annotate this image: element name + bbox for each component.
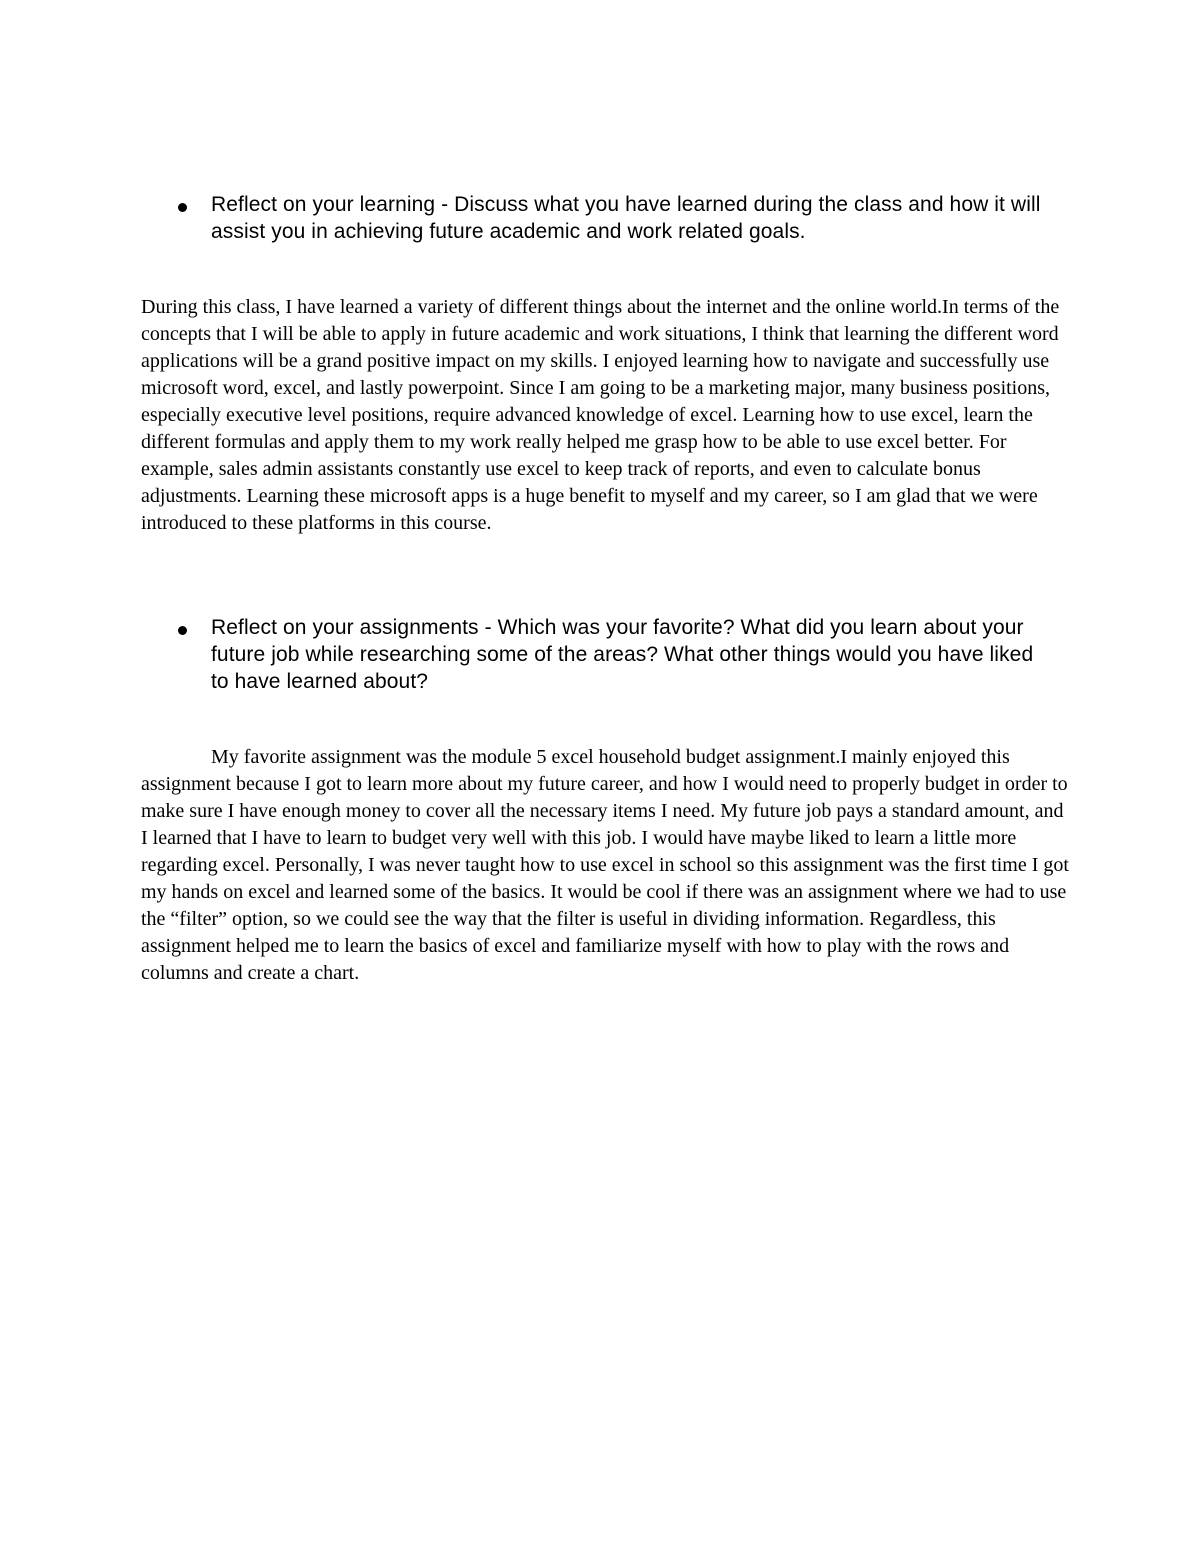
prompt-bullet-item bbox=[176, 614, 1056, 695]
response-paragraph: My favorite assignment was the module 5 excel household budget assignment.I mainly enjoyed this assignment because I got to learn more about my future career, and how I would need to properly budget in order to make sure I have enough money to cover all the necessary items I need. My future job pays a standard amount, and I learned that I have to learn to budget very well with this job. I would have maybe liked to learn a little more regarding excel. Personally, I was never taught how to use excel in school so this assignment was the first time I got my hands on excel and learned some of the basics. It would be cool if there was an assignment where we had to use the “filter” option, so we could see the way that the filter is useful in dividing information. Regardless, this assignment helped me to learn the basics of excel and familiarize myself with how to play with the rows and columns and create a chart. bbox=[141, 746, 1069, 984]
prompt-text: Reflect on your assignments - Which was your favorite? What did you learn about your future job while researching some of the areas? What other things would you have liked to have learned about? bbox=[211, 616, 1034, 693]
prompt-text: Reflect on your learning - Discuss what you have learned during the class and how it will assist you in achieving future academic and work related goals. bbox=[211, 193, 1041, 243]
bullet-icon bbox=[176, 191, 211, 217]
prompt-bullet-item bbox=[176, 191, 1056, 245]
response-paragraph: During this class, I have learned a variety of different things about the internet and the online world.In terms of the concepts that I will be able to apply in future academic and work situations, I think that learning the different word applications will be a grand positive impact on my skills. I enjoyed learning how to navigate and successfully use microsoft word, excel, and lastly powerpoint. Since I am going to be a marketing major, many business positions, especially executive level positions, require advanced knowledge of excel. Learning how to use excel, learn the different formulas and apply them to my work really helped me grasp how to be able to use excel better. For example, sales admin assistants constantly use excel to keep track of reports, and even to calculate bonus adjustments. Learning these microsoft apps is a huge benefit to myself and my career, so I am glad that we were introduced to these platforms in this course. bbox=[141, 296, 1060, 534]
bullet-icon bbox=[176, 614, 211, 640]
